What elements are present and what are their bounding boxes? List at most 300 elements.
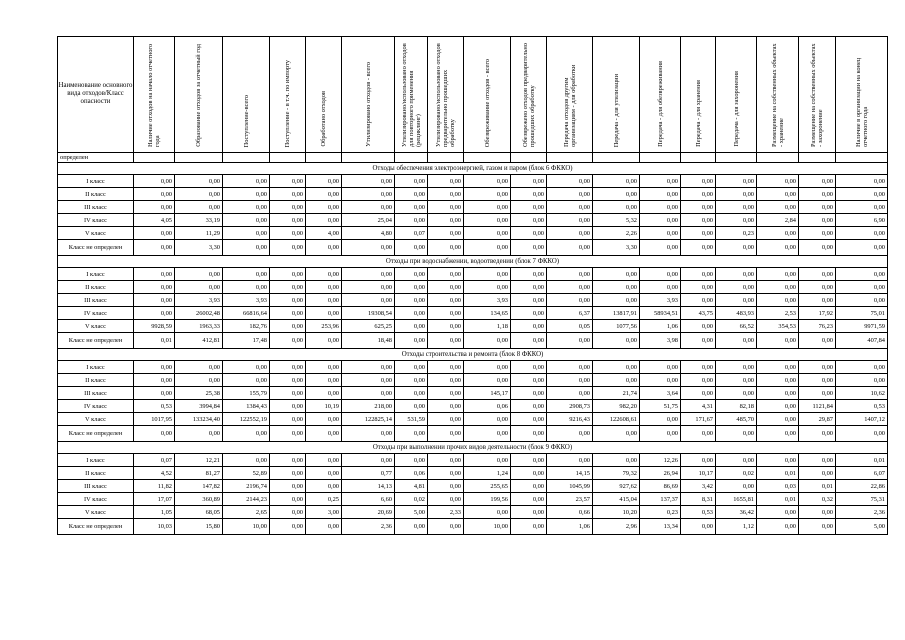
table-cell: 0,77 <box>342 467 395 480</box>
section-title: Отходы при выполнении прочих видов деятельности (блок 9 ФККО) <box>58 442 888 454</box>
table-cell: 0,00 <box>175 201 223 214</box>
column-header-label: Утилизировано/использовано отходов предварительно прошедших обработку <box>435 43 456 147</box>
table-cell: 26002,48 <box>175 307 223 320</box>
table-row <box>58 333 888 349</box>
table-cell: 0,00 <box>681 240 716 256</box>
table-cell: 0,53 <box>836 400 888 413</box>
table-cell: 360,89 <box>175 493 223 506</box>
hazard-class-label: IV класс <box>58 307 134 320</box>
table-cell: 0,00 <box>547 374 593 387</box>
table-cell: 0,00 <box>836 374 888 387</box>
table-cell: 0,00 <box>681 361 716 374</box>
table-cell: 0,00 <box>681 227 716 240</box>
table-cell: 0,00 <box>757 454 799 467</box>
table-cell: 0,00 <box>270 240 306 256</box>
table-cell: 0,00 <box>306 361 342 374</box>
table-cell: 0,00 <box>306 413 342 426</box>
table-cell: 0,00 <box>511 333 547 349</box>
table-cell: 4,52 <box>134 467 175 480</box>
table-cell: 0,32 <box>799 493 836 506</box>
column-header-label: Образование отходов за отчетный год <box>195 44 202 147</box>
table-cell: 0,00 <box>716 175 757 188</box>
table-cell: 13817,91 <box>593 307 640 320</box>
header-row <box>58 37 888 153</box>
table-cell: 0,01 <box>757 493 799 506</box>
table-cell: 0,00 <box>716 361 757 374</box>
table-cell: 0,00 <box>306 467 342 480</box>
table-cell: 0,00 <box>175 188 223 201</box>
table-cell: 0,03 <box>757 480 799 493</box>
table-cell: 0,00 <box>175 281 223 294</box>
table-cell: 0,00 <box>134 374 175 387</box>
table-cell: 0,00 <box>395 307 428 320</box>
table-row <box>58 387 888 400</box>
table-cell: 0,00 <box>640 281 681 294</box>
table-cell: 0,00 <box>428 413 464 426</box>
table-cell: 0,00 <box>464 506 511 519</box>
table-cell: 0,00 <box>306 333 342 349</box>
column-header <box>342 37 395 153</box>
table-cell: 0,00 <box>757 374 799 387</box>
section-header-row <box>58 256 888 268</box>
table-cell: 58934,51 <box>640 307 681 320</box>
table-cell: 0,00 <box>799 227 836 240</box>
table-cell: 0,00 <box>428 387 464 400</box>
table-cell: 0,00 <box>799 454 836 467</box>
table-cell: 0,00 <box>799 268 836 281</box>
table-cell: 0,00 <box>270 413 306 426</box>
table-cell: 0,00 <box>306 519 342 535</box>
table-cell: 10,03 <box>134 519 175 535</box>
table-cell: 0,00 <box>799 387 836 400</box>
table-cell: 0,00 <box>134 361 175 374</box>
hazard-class-label: Класс не определен <box>58 519 134 535</box>
table-cell: 0,00 <box>681 214 716 227</box>
table-cell: 0,00 <box>757 175 799 188</box>
table-cell: 0,00 <box>395 374 428 387</box>
table-cell: 0,00 <box>342 454 395 467</box>
table-cell: 0,00 <box>134 227 175 240</box>
table-cell: 14,15 <box>547 467 593 480</box>
table-cell: 0,00 <box>757 201 799 214</box>
table-cell: 3,00 <box>306 506 342 519</box>
table-cell: 0,00 <box>306 214 342 227</box>
table-cell: 1655,81 <box>716 493 757 506</box>
table-cell: 0,00 <box>681 175 716 188</box>
table-cell: 0,00 <box>547 175 593 188</box>
table-cell: 0,00 <box>270 506 306 519</box>
table-cell: 19308,54 <box>342 307 395 320</box>
table-cell: 5,32 <box>593 214 640 227</box>
table-cell: 0,00 <box>757 333 799 349</box>
table-cell: 0,00 <box>640 268 681 281</box>
hazard-class-label: V класс <box>58 413 134 426</box>
table-cell: 0,00 <box>547 188 593 201</box>
table-cell: 0,00 <box>836 294 888 307</box>
table-cell: 0,00 <box>757 268 799 281</box>
table-cell: 0,00 <box>428 426 464 442</box>
table-cell: 0,00 <box>395 400 428 413</box>
table-cell: 0,00 <box>306 240 342 256</box>
table-cell: 0,00 <box>681 268 716 281</box>
table-row <box>58 413 888 426</box>
table-cell: 0,53 <box>681 506 716 519</box>
column-header-label: Передача - для захоронения <box>732 71 740 147</box>
table-cell: 9216,43 <box>547 413 593 426</box>
column-header <box>757 37 799 153</box>
table-cell: 0,00 <box>836 227 888 240</box>
table-cell: 0,00 <box>547 454 593 467</box>
table-cell: 0,00 <box>757 426 799 442</box>
table-cell: 9971,59 <box>836 320 888 333</box>
table-cell: 0,00 <box>681 281 716 294</box>
table-cell: 0,00 <box>836 201 888 214</box>
table-row <box>58 214 888 227</box>
table-cell: 1,05 <box>134 506 175 519</box>
table-cell: 0,00 <box>511 454 547 467</box>
table-cell: 0,00 <box>175 426 223 442</box>
table-cell: 0,00 <box>464 426 511 442</box>
hazard-class-label: Класс не определен <box>58 426 134 442</box>
table-row <box>58 519 888 535</box>
table-cell: 79,32 <box>593 467 640 480</box>
table-cell: 0,02 <box>716 467 757 480</box>
table-cell: 0,00 <box>270 519 306 535</box>
table-cell: 75,01 <box>836 307 888 320</box>
table-cell: 0,00 <box>464 281 511 294</box>
table-cell: 122552,19 <box>223 413 270 426</box>
table-row <box>58 320 888 333</box>
table-cell: 23,57 <box>547 493 593 506</box>
table-cell: 0,00 <box>306 374 342 387</box>
table-cell: 0,00 <box>223 374 270 387</box>
table-row <box>58 240 888 256</box>
column-header-label: Наличие отходов на начало отчетного года <box>147 43 161 147</box>
table-cell: 0,00 <box>428 307 464 320</box>
table-cell: 0,00 <box>547 240 593 256</box>
table-cell: 982,20 <box>593 400 640 413</box>
table-cell: 0,00 <box>799 201 836 214</box>
table-cell: 0,02 <box>395 493 428 506</box>
table-cell: 0,00 <box>681 374 716 387</box>
table-cell: 0,00 <box>270 214 306 227</box>
table-cell: 0,00 <box>428 214 464 227</box>
table-cell: 0,00 <box>511 467 547 480</box>
table-cell: 0,00 <box>547 387 593 400</box>
table-cell: 0,00 <box>270 201 306 214</box>
table-cell: 25,38 <box>175 387 223 400</box>
table-cell: 0,00 <box>799 240 836 256</box>
column-header <box>640 37 681 153</box>
column-header-label: Передача - для обезвреживания <box>656 61 664 147</box>
table-cell: 0,00 <box>716 268 757 281</box>
table-cell: 8,31 <box>681 493 716 506</box>
table-cell: 0,00 <box>464 413 511 426</box>
table-cell: 0,00 <box>395 333 428 349</box>
table-cell: 0,00 <box>681 188 716 201</box>
table-cell: 122608,61 <box>593 413 640 426</box>
hazard-class-label: III класс <box>58 480 134 493</box>
table-row <box>58 506 888 519</box>
table-cell: 18,48 <box>342 333 395 349</box>
table-cell: 15,80 <box>175 519 223 535</box>
table-cell: 137,37 <box>640 493 681 506</box>
table-cell: 0,00 <box>134 426 175 442</box>
table-cell: 354,53 <box>757 320 799 333</box>
table-cell: 0,00 <box>270 387 306 400</box>
table-cell: 0,53 <box>134 400 175 413</box>
table-cell: 0,23 <box>640 506 681 519</box>
table-cell: 147,82 <box>175 480 223 493</box>
table-cell: 0,00 <box>306 281 342 294</box>
table-cell: 0,00 <box>593 294 640 307</box>
table-cell: 0,00 <box>134 281 175 294</box>
column-header-label: Утилизировано отходов - всего <box>364 62 372 147</box>
table-cell: 26,94 <box>640 467 681 480</box>
table-cell: 0,00 <box>306 294 342 307</box>
column-header <box>223 37 270 153</box>
hazard-class-label: Класс не определен <box>58 240 134 256</box>
table-cell: 0,00 <box>511 493 547 506</box>
column-header <box>799 37 836 153</box>
table-cell: 43,75 <box>681 307 716 320</box>
table-cell: 0,00 <box>428 454 464 467</box>
table-cell: 17,92 <box>799 307 836 320</box>
table-cell: 2,84 <box>757 214 799 227</box>
column-header-label: Обезврежено отходов предварительно прошедших обработку <box>521 43 536 147</box>
section-header-row <box>58 442 888 454</box>
table-cell: 0,00 <box>547 201 593 214</box>
table-cell: 0,00 <box>306 188 342 201</box>
table-cell: 0,00 <box>134 175 175 188</box>
table-cell: 5,00 <box>836 519 888 535</box>
table-cell: 0,00 <box>306 268 342 281</box>
table-cell: 0,00 <box>270 333 306 349</box>
table-cell: 0,00 <box>547 294 593 307</box>
column-header-label: Передача - для утилизации <box>612 73 620 147</box>
table-cell: 17,48 <box>223 333 270 349</box>
table-cell: 22,86 <box>836 480 888 493</box>
table-cell: 0,00 <box>342 188 395 201</box>
table-cell: 0,00 <box>342 240 395 256</box>
table-cell: 0,00 <box>428 188 464 201</box>
table-cell: 0,00 <box>270 307 306 320</box>
table-cell: 0,00 <box>395 294 428 307</box>
table-cell: 0,00 <box>306 480 342 493</box>
table-cell: 0,00 <box>395 214 428 227</box>
table-cell: 3,93 <box>223 294 270 307</box>
table-cell: 4,31 <box>681 400 716 413</box>
table-cell: 0,00 <box>511 240 547 256</box>
hazard-class-label: Класс не определен <box>58 333 134 349</box>
table-cell: 76,23 <box>799 320 836 333</box>
table-cell: 1407,12 <box>836 413 888 426</box>
column-header <box>175 37 223 153</box>
table-cell: 9928,59 <box>134 320 175 333</box>
table-cell: 0,00 <box>270 493 306 506</box>
table-cell: 0,00 <box>511 268 547 281</box>
table-cell: 0,00 <box>464 454 511 467</box>
table-cell: 1,12 <box>716 519 757 535</box>
table-cell: 0,00 <box>428 320 464 333</box>
table-cell: 0,00 <box>223 240 270 256</box>
hazard-class-label: I класс <box>58 175 134 188</box>
table-cell: 0,00 <box>306 426 342 442</box>
table-cell: 3,64 <box>640 387 681 400</box>
table-cell: 12,26 <box>640 454 681 467</box>
table-row <box>58 281 888 294</box>
table-row <box>58 400 888 413</box>
table-cell: 0,00 <box>306 454 342 467</box>
table-cell: 0,00 <box>593 201 640 214</box>
table-cell: 0,00 <box>640 188 681 201</box>
table-cell: 1,18 <box>464 320 511 333</box>
continuation-row <box>58 153 888 163</box>
table-cell: 0,00 <box>716 281 757 294</box>
table-cell: 2,36 <box>836 506 888 519</box>
table-cell: 0,00 <box>511 426 547 442</box>
table-cell: 0,00 <box>511 519 547 535</box>
table-cell: 0,00 <box>511 188 547 201</box>
table-cell: 0,01 <box>799 480 836 493</box>
table-cell: 0,00 <box>836 361 888 374</box>
table-cell: 182,76 <box>223 320 270 333</box>
table-cell: 12,21 <box>175 454 223 467</box>
table-cell: 122825,14 <box>342 413 395 426</box>
column-header <box>395 37 428 153</box>
table-cell: 0,00 <box>306 201 342 214</box>
table-cell: 0,00 <box>799 361 836 374</box>
table-cell: 0,00 <box>306 307 342 320</box>
table-cell: 0,00 <box>134 387 175 400</box>
column-header <box>511 37 547 153</box>
table-cell: 0,00 <box>428 240 464 256</box>
table-cell: 0,00 <box>716 214 757 227</box>
table-cell: 0,00 <box>836 175 888 188</box>
table-cell: 0,00 <box>757 413 799 426</box>
table-cell: 133234,40 <box>175 413 223 426</box>
table-cell: 0,06 <box>395 467 428 480</box>
table-cell: 0,00 <box>836 188 888 201</box>
table-cell: 485,70 <box>716 413 757 426</box>
table-cell: 0,00 <box>640 214 681 227</box>
table-cell: 0,00 <box>270 467 306 480</box>
hazard-class-label: IV класс <box>58 400 134 413</box>
hazard-class-label: V класс <box>58 227 134 240</box>
table-cell: 1121,84 <box>799 400 836 413</box>
table-cell: 25,04 <box>342 214 395 227</box>
table-cell: 0,00 <box>428 201 464 214</box>
table-cell: 0,00 <box>681 201 716 214</box>
column-header-category: Наименование основного вида отходов/Класс опасности <box>58 37 134 153</box>
table-cell: 0,25 <box>306 493 342 506</box>
table-cell: 0,00 <box>836 268 888 281</box>
column-header <box>306 37 342 153</box>
table-cell: 0,00 <box>836 426 888 442</box>
table-cell: 0,00 <box>270 294 306 307</box>
column-header <box>134 37 175 153</box>
table-cell: 0,00 <box>511 175 547 188</box>
table-cell: 10,19 <box>306 400 342 413</box>
column-header-label: Обезвреживание отходов - всего <box>483 58 491 147</box>
table-cell: 0,00 <box>428 227 464 240</box>
table-cell: 0,00 <box>593 374 640 387</box>
table-cell: 0,00 <box>716 480 757 493</box>
table-cell: 0,00 <box>134 188 175 201</box>
table-cell: 0,23 <box>716 227 757 240</box>
table-cell: 0,00 <box>716 333 757 349</box>
table-cell: 0,00 <box>511 480 547 493</box>
table-cell: 0,00 <box>799 519 836 535</box>
table-cell: 3,30 <box>175 240 223 256</box>
table-cell: 81,27 <box>175 467 223 480</box>
table-cell: 0,00 <box>223 281 270 294</box>
table-cell: 0,00 <box>799 467 836 480</box>
table-cell: 3,42 <box>681 480 716 493</box>
table-cell: 0,00 <box>223 201 270 214</box>
table-cell: 0,00 <box>757 294 799 307</box>
table-cell: 0,00 <box>395 240 428 256</box>
column-header-label: Размещение на собственных объектах - хранение <box>770 43 785 147</box>
table-cell: 0,00 <box>428 467 464 480</box>
table-cell: 0,00 <box>270 454 306 467</box>
table-cell: 155,79 <box>223 387 270 400</box>
table-cell: 134,65 <box>464 307 511 320</box>
hazard-class-label: II класс <box>58 467 134 480</box>
table-cell: 2,33 <box>428 506 464 519</box>
hazard-class-label: III класс <box>58 387 134 400</box>
table-cell: 0,00 <box>134 294 175 307</box>
table-cell: 2,53 <box>757 307 799 320</box>
table-cell: 2144,23 <box>223 493 270 506</box>
table-row <box>58 175 888 188</box>
table-cell: 0,00 <box>395 281 428 294</box>
table-cell: 0,00 <box>757 361 799 374</box>
table-cell: 0,00 <box>395 175 428 188</box>
table-cell: 0,00 <box>428 400 464 413</box>
table-cell: 253,96 <box>306 320 342 333</box>
table-cell: 0,00 <box>716 374 757 387</box>
table-cell: 0,00 <box>511 387 547 400</box>
table-cell: 66816,64 <box>223 307 270 320</box>
section-header-row <box>58 163 888 175</box>
table-cell: 2908,73 <box>547 400 593 413</box>
table-cell: 11,82 <box>134 480 175 493</box>
table-cell: 0,00 <box>270 281 306 294</box>
table-cell: 0,00 <box>395 268 428 281</box>
table-cell: 3,93 <box>464 294 511 307</box>
table-cell: 0,00 <box>306 387 342 400</box>
section-title: Отходы обеспечения электроэнергией, газом и паром (блок 6 ФККО) <box>58 163 888 175</box>
table-cell: 0,00 <box>395 519 428 535</box>
table-row <box>58 374 888 387</box>
table-cell: 0,00 <box>270 374 306 387</box>
table-cell: 0,00 <box>134 240 175 256</box>
table-cell: 0,00 <box>134 201 175 214</box>
table-cell: 0,00 <box>428 480 464 493</box>
table-cell: 0,00 <box>511 227 547 240</box>
table-cell: 412,81 <box>175 333 223 349</box>
table-cell: 0,06 <box>464 400 511 413</box>
table-cell: 0,00 <box>511 214 547 227</box>
table-cell: 0,00 <box>270 400 306 413</box>
column-header <box>681 37 716 153</box>
column-header <box>270 37 306 153</box>
table-cell: 0,00 <box>428 374 464 387</box>
table-cell: 0,00 <box>640 175 681 188</box>
table-cell: 1,06 <box>640 320 681 333</box>
table-cell: 6,07 <box>836 467 888 480</box>
